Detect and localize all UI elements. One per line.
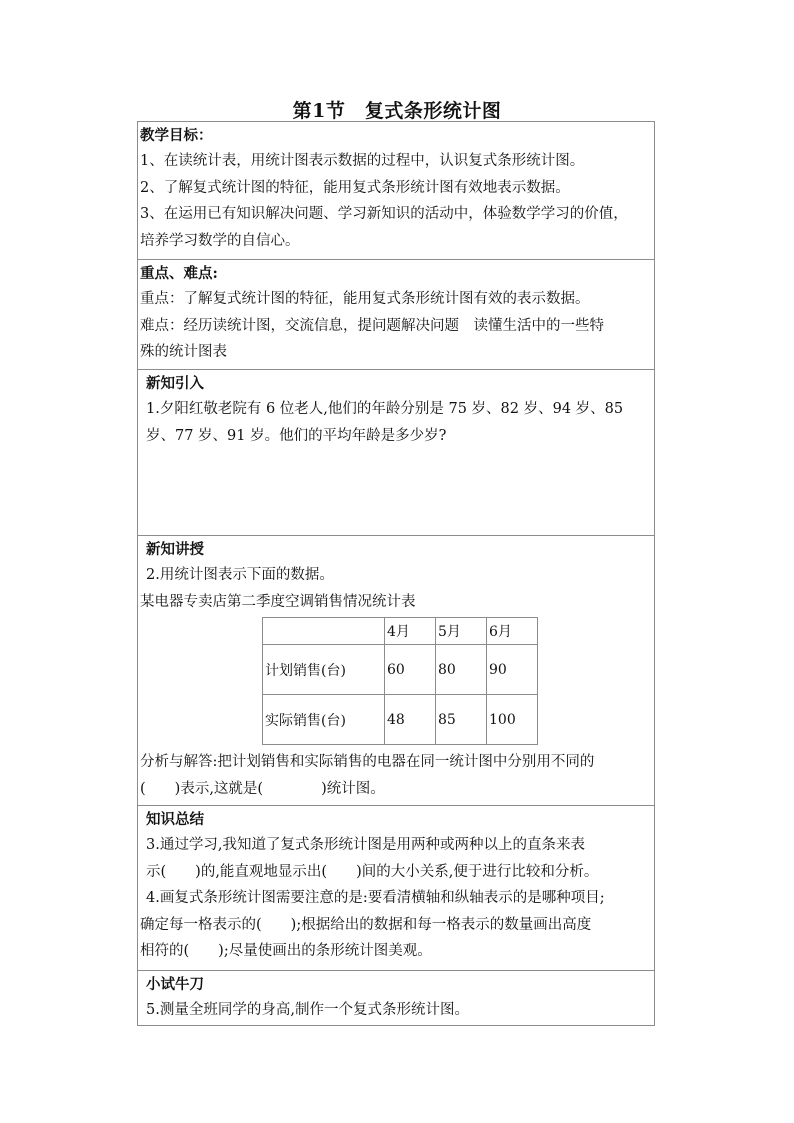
goal-line-4: 培养学习数学的自信心。 <box>140 232 300 249</box>
table-cell: 48 <box>385 695 436 745</box>
teach-question: 2.用统计图表示下面的数据。 <box>146 567 334 583</box>
table-row <box>263 645 538 695</box>
table-cell <box>263 618 385 645</box>
section-heading: 教学目标： <box>140 127 213 144</box>
table-cell: 100 <box>487 695 538 745</box>
table-cell: 90 <box>487 645 538 695</box>
table-header-cell: 4月 <box>385 618 436 645</box>
table-cell: 60 <box>385 645 436 695</box>
row-label: 计划销售(台) <box>263 645 385 695</box>
section-heading: 重点、难点: <box>140 265 218 282</box>
table-header-row <box>263 618 538 645</box>
lesson-table <box>137 121 655 1026</box>
summary-line-5: 相符的( );尽量使画出的条形统计图美观。 <box>140 943 432 959</box>
table-row <box>263 695 538 745</box>
summary-line-3: 4.画复式条形统计图需要注意的是:要看清横轴和纵轴表示的是哪种项目; <box>146 890 605 906</box>
table-cell: 80 <box>436 645 487 695</box>
summary-line-4: 确定每一格表示的( );根据给出的数据和每一格表示的数量画出高度 <box>140 916 592 933</box>
section-practice <box>138 970 654 1025</box>
intro-line-2: 岁、77 岁、91 岁。他们的平均年龄是多少岁? <box>146 427 447 444</box>
table-caption: 某电器专卖店第二季度空调销售情况统计表 <box>140 593 416 610</box>
goal-line-3: 3、在运用已有知识解决问题、学习新知识的活动中，体验数学学习的价值， <box>140 206 628 222</box>
keypoint-line-1: 重点：了解复式统计图的特征，能用复式条形统计图有效的表示数据。 <box>140 291 590 307</box>
practice-line-1: 5.测量全班同学的身高,制作一个复式条形统计图。 <box>146 1002 469 1018</box>
answer-line-2: ( )表示,这就是( )统计图。 <box>140 780 385 797</box>
summary-line-1: 3.通过学习,我知道了复式条形统计图是用两种或两种以上的直条来表 <box>146 837 585 853</box>
page-title: 第1节 复式条形统计图 <box>292 100 502 122</box>
section-heading: 新知引入 <box>146 375 204 392</box>
section-summary <box>138 805 654 970</box>
table-header-cell: 5月 <box>436 618 487 645</box>
section-heading: 小试牛刀 <box>146 976 204 993</box>
section-new-teaching <box>138 535 654 805</box>
goal-line-2: 2、了解复式统计图的特征，能用复式条形统计图有效地表示数据。 <box>140 179 570 196</box>
section-teaching-goals <box>138 122 654 259</box>
keypoint-line-2: 难点：经历读统计图，交流信息，提问题解决问题 读懂生活中的一些特 <box>140 317 604 334</box>
row-label: 实际销售(台) <box>263 695 385 745</box>
answer-line-1: 分析与解答:把计划销售和实际销售的电器在同一统计图中分别用不同的 <box>140 754 595 770</box>
intro-line-1: 1.夕阳红敬老院有 6 位老人,他们的年龄分别是 75 岁、82 岁、94 岁、85 <box>146 401 624 417</box>
keypoint-line-3: 殊的统计图表 <box>140 344 227 360</box>
goal-line-1: 1、在读统计表，用统计图表示数据的过程中，认识复式条形统计图。 <box>140 153 585 169</box>
section-new-intro <box>138 369 654 535</box>
table-cell: 85 <box>436 695 487 745</box>
section-key-points <box>138 259 654 369</box>
sales-table <box>262 617 538 745</box>
summary-line-2: 示( )的,能直观地显示出( )间的大小关系,便于进行比较和分析。 <box>146 863 599 880</box>
table-header-cell: 6月 <box>487 618 538 645</box>
section-heading: 知识总结 <box>146 811 204 828</box>
section-heading: 新知讲授 <box>146 541 204 558</box>
